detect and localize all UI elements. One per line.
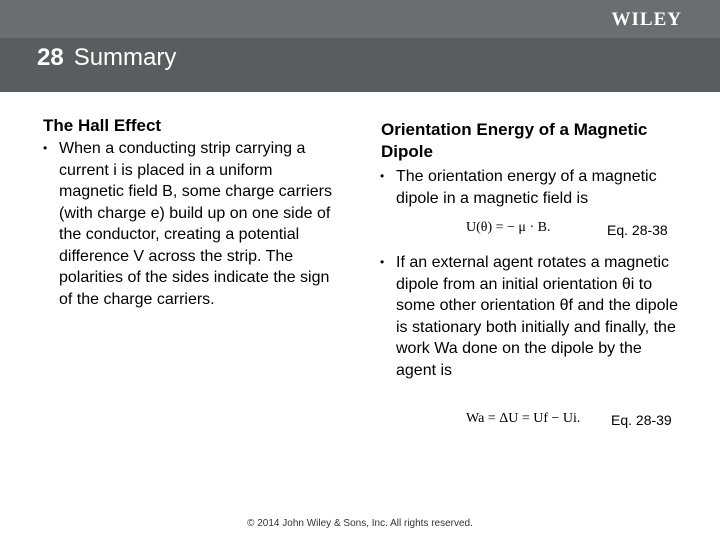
- title-bar: [0, 0, 720, 92]
- chapter-number: 28: [37, 44, 64, 71]
- bullet-dot: •: [380, 169, 385, 183]
- equation-number-28-38: Eq. 28-38: [607, 222, 668, 238]
- orientation-energy-heading: Orientation Energy of a Magnetic Dipole: [381, 120, 648, 161]
- bullet-dot: •: [43, 141, 48, 155]
- orientation-energy-bullet-2: [380, 252, 686, 381]
- title-text: Summary: [73, 44, 177, 71]
- page-title: [37, 44, 176, 72]
- wiley-logo: WILEY: [611, 9, 682, 30]
- copyright-footer: © 2014 John Wiley & Sons, Inc. All rights reserved.: [247, 518, 473, 529]
- hall-effect-heading: The Hall Effect: [43, 116, 162, 135]
- orientation-energy-text-1: The orientation energy of a magnetic dipole in a magnetic field is: [396, 168, 657, 207]
- equation-number-28-39: Eq. 28-39: [611, 412, 672, 428]
- orientation-energy-bullet-1: [380, 166, 684, 209]
- bullet-dot: •: [380, 255, 385, 269]
- work-formula: Wa = ΔU = Uf − Ui.: [466, 411, 581, 426]
- hall-effect-bullet: [43, 138, 341, 310]
- orientation-energy-formula: U(θ) = − μ · B.: [466, 220, 551, 235]
- hall-effect-text: When a conducting strip carrying a current i is placed in a uniform magnetic field B, some charge carriers (with charge e) build up on one side of the conductor, creating a potential difference V across the strip. The polarities of the sides indicate the sign of the charge carriers.: [59, 140, 332, 308]
- orientation-energy-text-2: If an external agent rotates a magnetic dipole from an initial orientation θi to some other orientation θf and the dipole is stationary both initially and finally, the work Wa done on the dipole by the agent is: [396, 254, 678, 379]
